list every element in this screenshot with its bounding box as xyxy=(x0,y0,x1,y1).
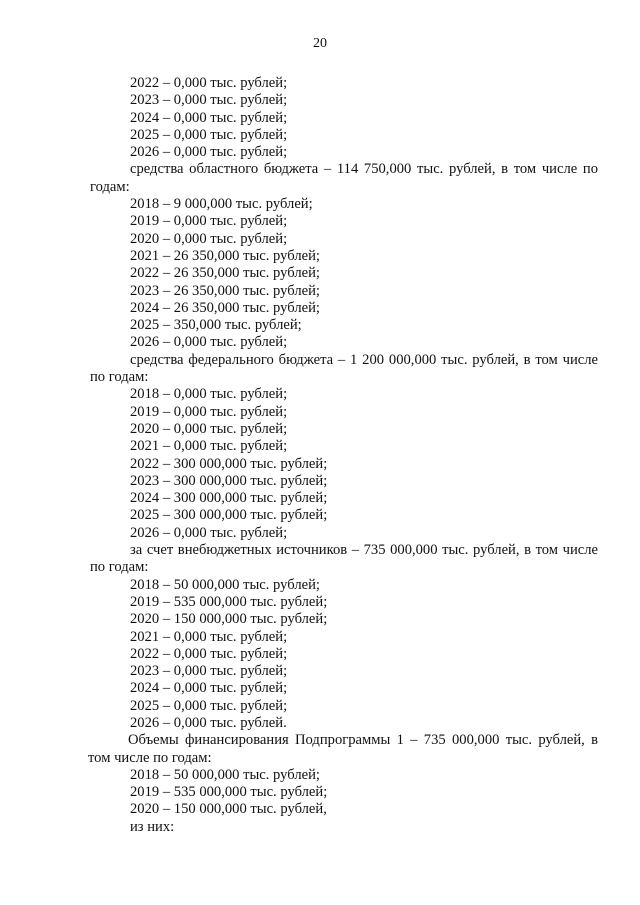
year-amount-line: 2025 – 0,000 тыс. рублей; xyxy=(130,126,288,143)
year-amount-line: 2019 – 535 000,000 тыс. рублей; xyxy=(130,593,328,610)
year-amount-line: 2023 – 26 350,000 тыс. рублей; xyxy=(130,282,320,299)
year-amount-line: 2021 – 0,000 тыс. рублей; xyxy=(130,438,288,455)
year-amount-line: 2024 – 26 350,000 тыс. рублей; xyxy=(130,299,320,316)
year-amount-line: 2019 – 0,000 тыс. рублей; xyxy=(130,213,288,230)
year-amount-line: 2023 – 0,000 тыс. рублей; xyxy=(130,92,288,109)
funding-paragraph: средства областного бюджета – 114 750,000 тыс. рублей, в том числе по годам: xyxy=(90,161,598,195)
year-amount-line: 2026 – 0,000 тыс. рублей; xyxy=(130,524,288,541)
funding-paragraph: средства федерального бюджета – 1 200 000,000 тыс. рублей, в том числе по годам: xyxy=(90,351,598,386)
year-amount-line: 2020 – 150 000,000 тыс. рублей; xyxy=(130,611,328,628)
year-amount-line: 2019 – 535 000,000 тыс. рублей; xyxy=(130,784,328,801)
year-amount-line: 2018 – 9 000,000 тыс. рублей; xyxy=(130,196,313,213)
year-amount-line: 2019 – 0,000 тыс. рублей; xyxy=(130,403,288,420)
document-body xyxy=(90,75,598,836)
year-amount-line: 2018 – 50 000,000 тыс. рублей; xyxy=(130,576,320,593)
year-amount-line: 2026 – 0,000 тыс. рублей. xyxy=(130,714,287,731)
year-amount-line: 2024 – 0,000 тыс. рублей; xyxy=(130,109,288,126)
year-amount-line: 2018 – 50 000,000 тыс. рублей; xyxy=(130,766,320,783)
year-amount-line: 2024 – 300 000,000 тыс. рублей; xyxy=(130,490,328,507)
year-amount-line: 2020 – 0,000 тыс. рублей; xyxy=(130,420,288,437)
year-amount-line: 2025 – 300 000,000 тыс. рублей; xyxy=(130,507,328,524)
year-amount-line: 2022 – 0,000 тыс. рублей; xyxy=(130,75,288,91)
year-amount-line: 2024 – 0,000 тыс. рублей; xyxy=(130,680,288,697)
year-amount-line: 2023 – 0,000 тыс. рублей; xyxy=(130,663,288,680)
year-amount-line: 2023 – 300 000,000 тыс. рублей; xyxy=(130,472,328,489)
year-amount-line: 2022 – 0,000 тыс. рублей; xyxy=(130,645,288,662)
year-amount-line: 2020 – 150 000,000 тыс. рублей, xyxy=(130,801,327,818)
year-amount-line: 2025 – 0,000 тыс. рублей; xyxy=(130,697,288,714)
year-amount-line: 2021 – 26 350,000 тыс. рублей; xyxy=(130,247,320,264)
year-amount-line: 2026 – 0,000 тыс. рублей; xyxy=(130,334,288,351)
year-amount-line: 2018 – 0,000 тыс. рублей; xyxy=(130,386,288,403)
year-amount-line: 2022 – 26 350,000 тыс. рублей; xyxy=(130,265,320,282)
year-amount-line: 2025 – 350,000 тыс. рублей; xyxy=(130,317,302,334)
funding-paragraph: Объемы финансирования Подпрограммы 1 – 735 000,000 тыс. рублей, в том числе по годам: xyxy=(88,732,598,766)
year-amount-line: 2020 – 0,000 тыс. рублей; xyxy=(130,230,288,247)
page-number: 20 xyxy=(313,36,327,51)
funding-paragraph: за счет внебюджетных источников – 735 000,000 тыс. рублей, в том числе по годам: xyxy=(90,542,598,576)
year-amount-line: из них: xyxy=(130,818,175,835)
year-amount-line: 2021 – 0,000 тыс. рублей; xyxy=(130,628,288,645)
year-amount-line: 2026 – 0,000 тыс. рублей; xyxy=(130,144,288,161)
year-amount-line: 2022 – 300 000,000 тыс. рублей; xyxy=(130,455,328,472)
